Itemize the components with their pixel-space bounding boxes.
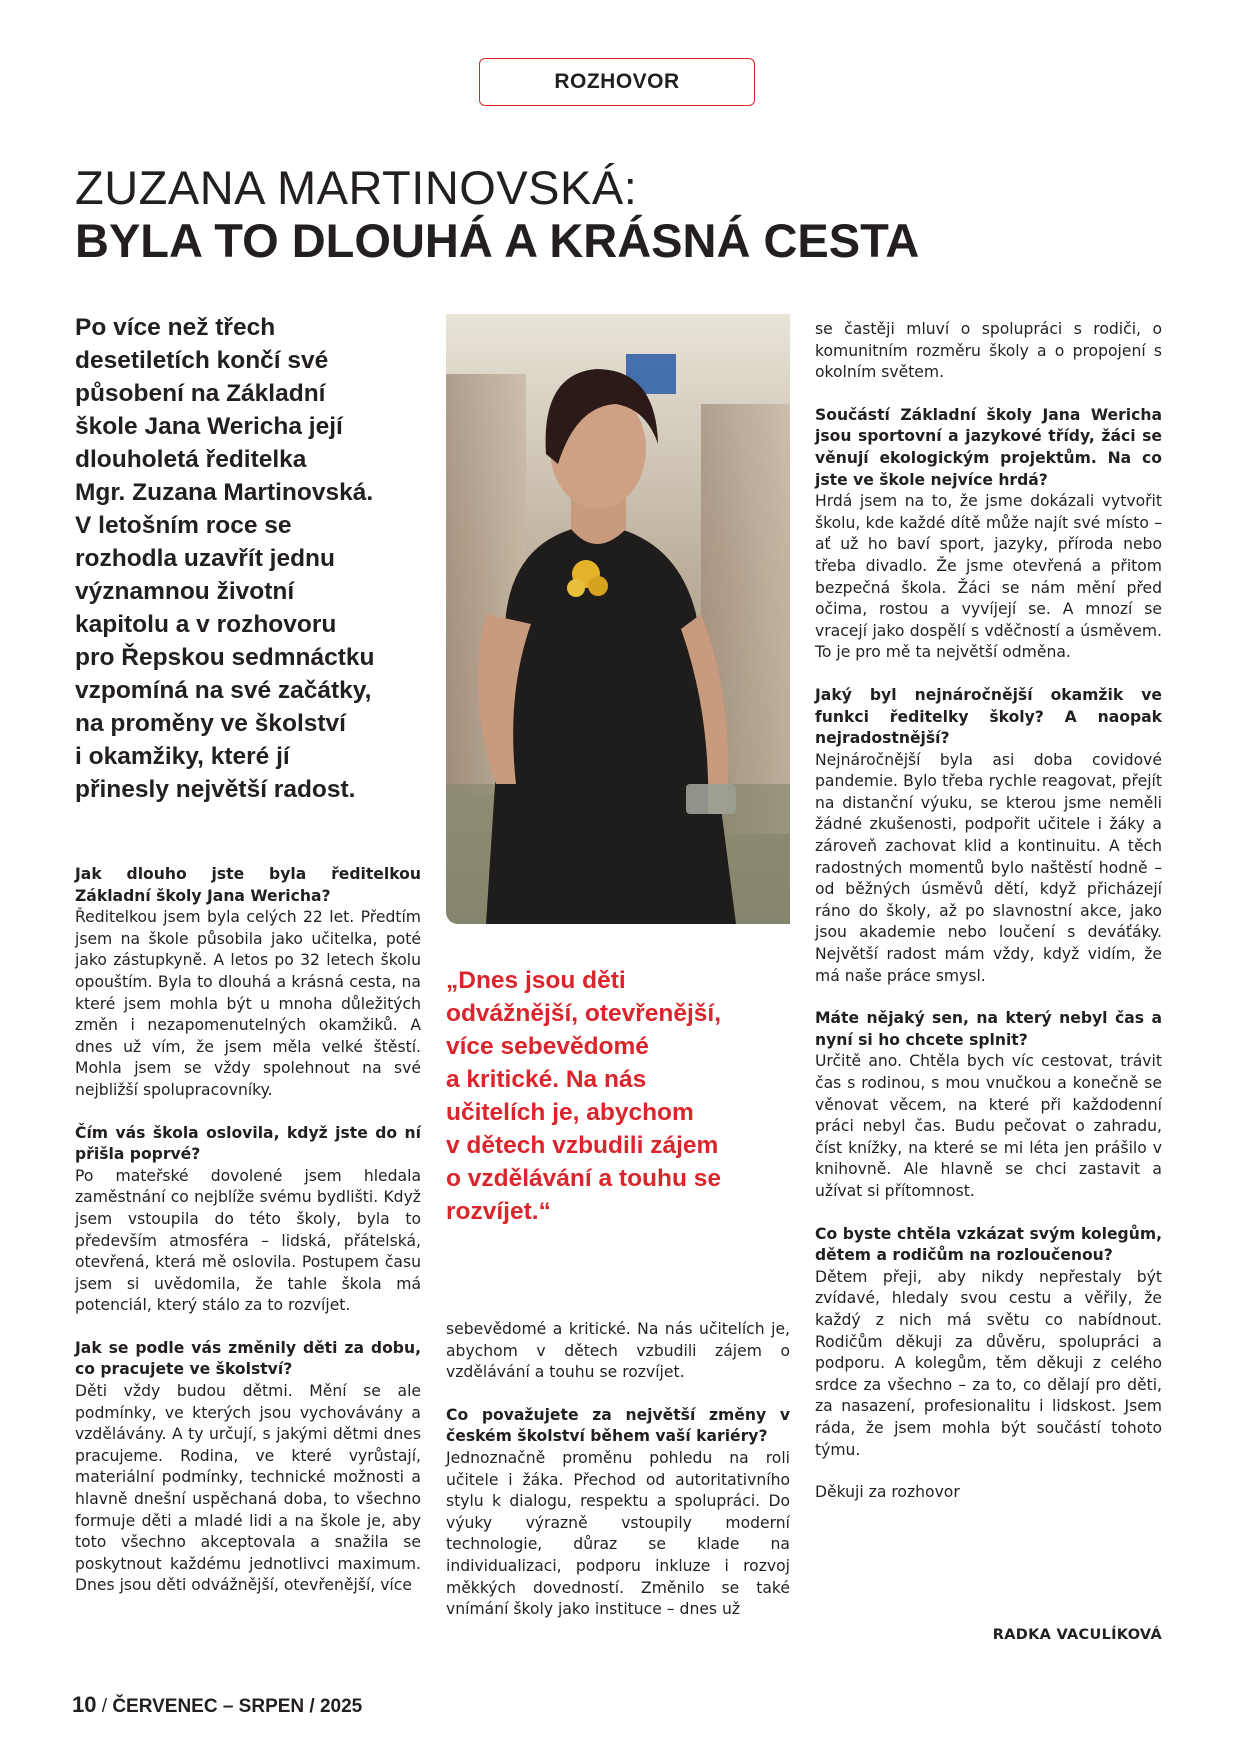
pull-quote: [446, 964, 786, 1228]
interview-question: Co byste chtěla vzkázat svým kolegům, dětem a rodičům na rozloučenou?: [815, 1224, 1162, 1265]
pull-quote-line: v dětech vzbudili zájem: [446, 1132, 719, 1159]
pull-quote-line: učitelích je, abychom: [446, 1099, 694, 1126]
pull-quote-line: odvážnější, otevřenější,: [446, 1000, 722, 1027]
perex-line: dlouholetá ředitelka: [75, 446, 307, 473]
perex-line: Po více než třech: [75, 314, 276, 341]
interview-answer: Dětem přeji, aby nikdy nepřestaly být zvídavé, hledaly svou cestu a věřily, že každý z nich má světu co nabídnout. Rodičům děkuji za důvěru, spolupráci a podporu. A kolegům, těm děkuji z celého srdce za všechno – za to, co dělají pro děti, za nasazení, profesionalitu i lidskost. Jsem ráda, že jsem mohla být součástí tohoto týmu.: [815, 1267, 1162, 1459]
qa-block: [815, 1224, 1162, 1462]
text-column-2: [446, 1319, 790, 1642]
qa-block: [815, 685, 1162, 987]
interview-question: Jak dlouho jste byla ředitelkou Základní školy Jana Wericha?: [75, 865, 421, 905]
qa-block: [75, 864, 421, 1102]
perex-line: i okamžiky, které jí: [75, 743, 290, 770]
article-title-headline: BYLA TO DLOUHÁ A KRÁSNÁ CESTA: [75, 214, 920, 267]
perex-line: rozhodla uzavřít jednu: [75, 545, 335, 572]
pull-quote-line: „Dnes jsou děti: [446, 967, 626, 994]
interview-answer: Po mateřské dovolené jsem hledala zaměstnání co nejblíže svému bydlišti. Když jsem vstoupila do této školy, byla to především atmosféra – lidská, přátelská, otevřená, která mě oslovila. Postupem času jsem si uvědomila, že tahle škola má potenciál, který stálo za to rozvíjet.: [75, 1166, 421, 1315]
perex-line: kapitolu a v rozhovoru: [75, 611, 337, 638]
interview-question: Jaký byl nejnáročnější okamžik ve funkci ředitelky školy? A naopak nejradostnější?: [815, 685, 1162, 748]
qa-block: [75, 1123, 421, 1317]
pull-quote-line: více sebevědomé: [446, 1033, 649, 1060]
qa-block: [815, 405, 1162, 664]
interview-answer: se častěji mluví o spolupráci s rodiči, o komunitním rozměru školy a o propojení s okolním světem.: [815, 320, 1162, 382]
interview-answer: Jednoznačně proměnu pohledu na roli učitele i žáka. Přechod od autoritativního stylu k dialogu, respektu a spolupráci. Do výuky výrazně vstoupily moderní technologie, důraz se klade na individualizaci, podporu inkluze i rozvoj měkkých dovedností. Změnilo se také vnímání školy jako instituce – dnes už: [446, 1448, 790, 1619]
qa-block: [446, 1405, 790, 1621]
pull-quote-line: o vzdělávání a touhu se: [446, 1165, 722, 1192]
page-footer: [72, 1692, 362, 1718]
interview-question: Čím vás škola oslovila, když jste do ní přišla poprvé?: [75, 1123, 421, 1164]
interview-question: Jak se podle vás změnily děti za dobu, co pracujete ve školství?: [75, 1338, 421, 1379]
footer-separator: /: [101, 1696, 108, 1717]
interview-answer: Hrdá jsem na to, že jsme dokázali vytvořit školu, kde každé dítě může najít své místo – ať už ho baví sport, jazyky, příroda nebo třeba divadlo. Že jsme otevřená a přitom bezpečná škola. Žáci se nám mění před očima, rostou a vyvíjejí se. A mnozí se vracejí jako dospělí s vděčností a úsměvem. To je pro mě ta největší odměna.: [815, 492, 1162, 662]
portrait-photo: [446, 314, 790, 924]
perex-line: pro Řepskou sedmnáctku: [75, 644, 375, 671]
text-column-1: [75, 864, 421, 1618]
pull-quote-line: a kritické. Na nás: [446, 1066, 647, 1093]
interview-answer: Určitě ano. Chtěla bych víc cestovat, trávit čas s rodinou, s mou vnučkou a konečně se věnovat věcem, na které při každodenní práci nebyl čas. Budu pečovat o zahradu, číst knížky, na které se mi léta jen prášilo v knihovně. Ale hlavně se chci zastavit a užívat si přítomnost.: [815, 1052, 1162, 1200]
perex-line: přinesly největší radost.: [75, 776, 356, 803]
interview-question: Co považujete za největší změny v českém školství během vaší kariéry?: [446, 1405, 790, 1446]
interview-question: Součástí Základní školy Jana Wericha jsou sportovní a jazykové třídy, žáci se věnují ekologickým projektům. Na co jste ve škole nejvíce hrdá?: [815, 405, 1162, 489]
perex-line: V letošním roce se: [75, 512, 292, 539]
interview-answer: Děkuji za rozhovor: [815, 1483, 960, 1502]
article-title-name: ZUZANA MARTINOVSKÁ:: [75, 161, 638, 214]
author-signature: RADKA VACULÍKOVÁ: [992, 1627, 1162, 1643]
perex-line: Mgr. Zuzana Martinovská.: [75, 479, 374, 506]
perex: [75, 311, 445, 806]
perex-line: vzpomíná na své začátky,: [75, 677, 372, 704]
issue-label: ČERVENEC – SRPEN / 2025: [112, 1696, 363, 1717]
qa-block: [446, 1319, 790, 1384]
perex-line: významnou životní: [75, 578, 295, 605]
qa-block: [815, 1008, 1162, 1202]
pull-quote-line: rozvíjet.“: [446, 1198, 551, 1225]
qa-block: [815, 1482, 1162, 1504]
perex-line: působení na Základní: [75, 380, 326, 407]
page-number: 10: [72, 1692, 97, 1717]
qa-block: [815, 319, 1162, 384]
qa-block: [75, 1338, 421, 1597]
perex-line: desetiletích končí své: [75, 347, 329, 374]
text-column-3: [815, 319, 1162, 1525]
interview-answer: sebevědomé a kritické. Na nás učitelích je, abychom v dětech vzbudili zájem o vzdělávání a touhu se rozvíjet.: [446, 1320, 790, 1382]
interview-question: Máte nějaký sen, na který nebyl čas a nyní si ho chcete splnit?: [815, 1009, 1162, 1049]
section-tag: ROZHOVOR: [479, 58, 755, 106]
interview-answer: Ředitelkou jsem byla celých 22 let. Předtím jsem na škole působila jako učitelka, poté jako zástupkyně. A letos po 32 letech školu opouštím. Byla to dlouhá a krásná cesta, na které jsem mohla být u mnoha důležitých změn i nezapomenutelných okamžiků. A dnes už vím, že jsem měla velké štěstí. Mohla jsem se vždy spolehnout na své nejbližší spolupracovníky.: [75, 908, 421, 1099]
interview-answer: Děti vždy budou dětmi. Mění se ale podmínky, ve kterých jsou vychovávány a vzdělávány. A ty určují, s jakými dětmi dnes pracujeme. Rodina, ve které vyrůstají, materiální podmínky, technické možnosti a hlavně dnešní uspěchaná doba, to všechno formuje děti a mladé lidi a na škole je, aby toto všechno akceptovala a snažila se poskytnout každému jednotlivci maximum. Dnes jsou děti odvážnější, otevřenější, více: [75, 1382, 421, 1595]
perex-line: na proměny ve školství: [75, 710, 346, 737]
perex-line: škole Jana Wericha její: [75, 413, 343, 440]
interview-answer: Nejnáročnější byla asi doba covidové pandemie. Bylo třeba rychle reagovat, přejít na distanční výuku, se kterou jsme neměli žádné zkušenosti, podpořit učitele i žáky a zároveň zachovat klid a kontinuitu. A těch radostných momentů bylo naštěstí hodně – od běžných úsměvů dětí, když přicházejí ráno do školy, až po slavnostní akce, jako jsou akademie nebo loučení s deváťáky. Největší radost mám vždy, když vidím, že má naše práce smysl.: [815, 750, 1162, 985]
